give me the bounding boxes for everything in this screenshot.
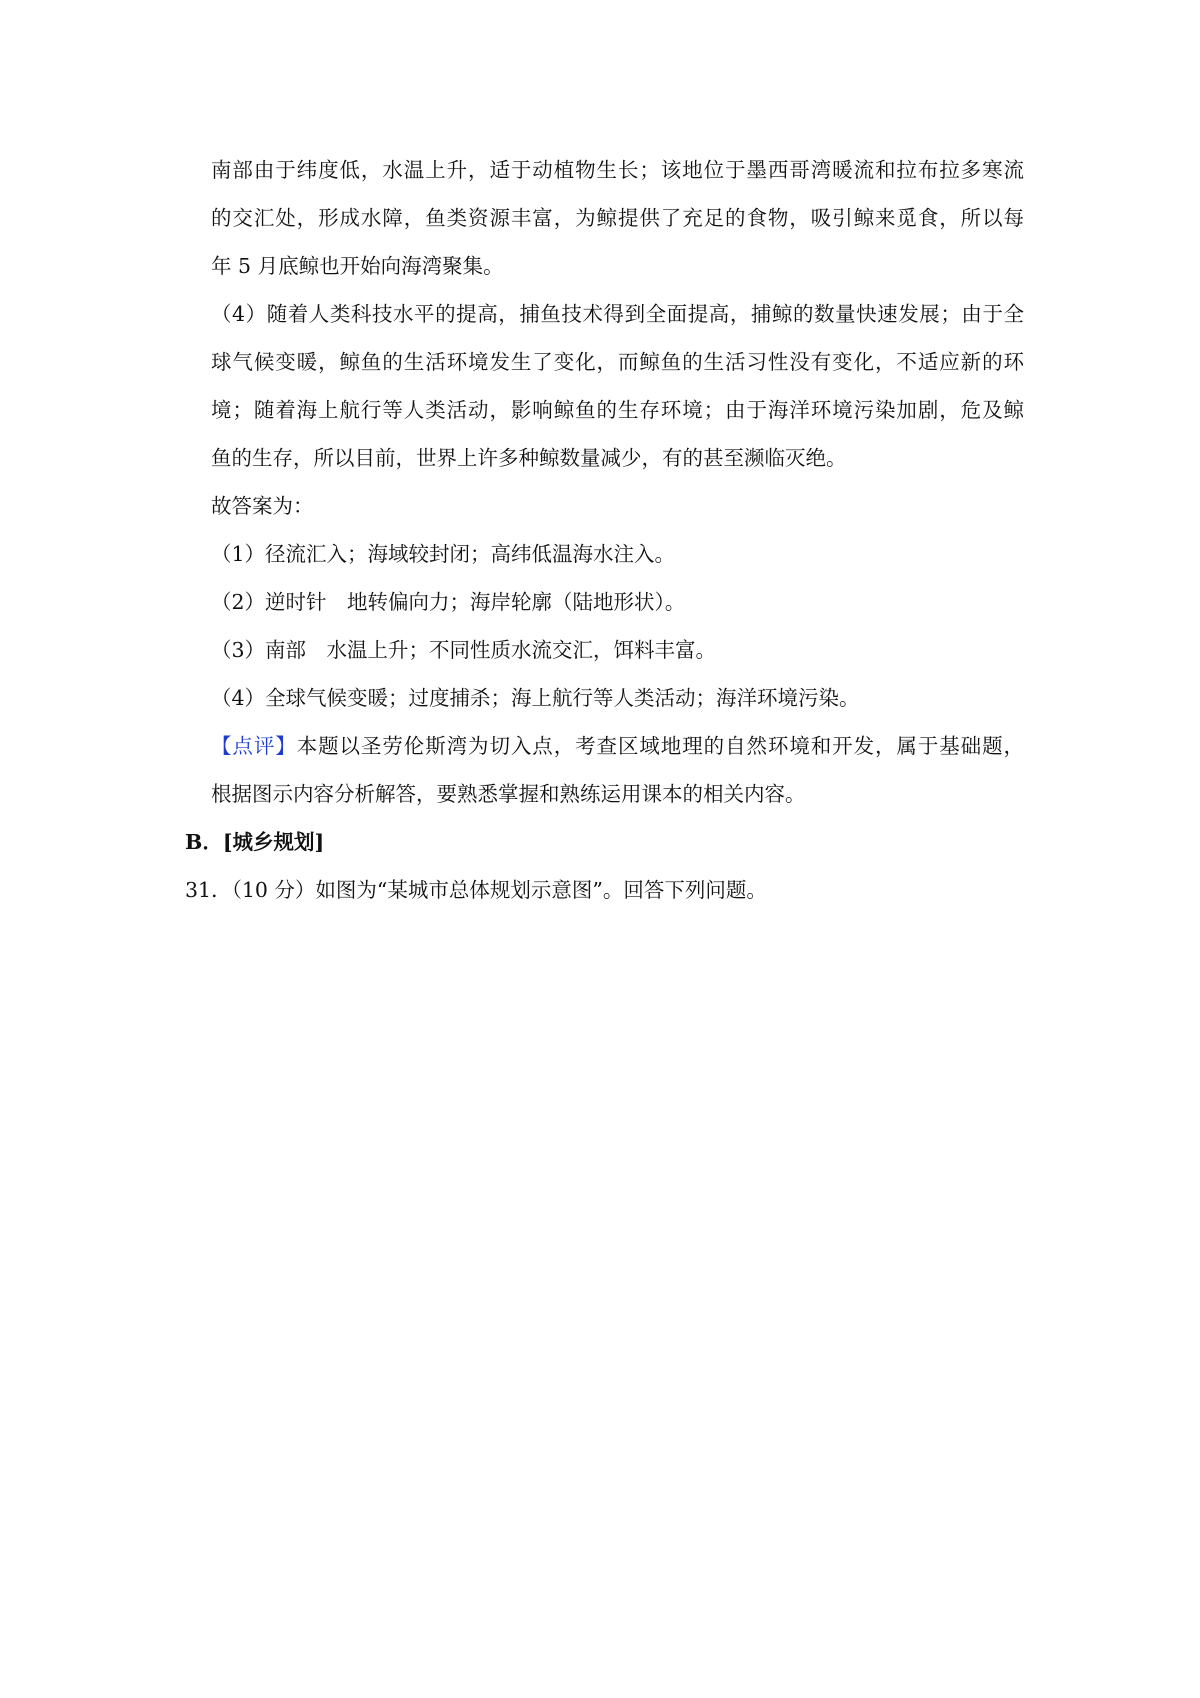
answer-paragraph-3-line-2: 的交汇处，形成水障，鱼类资源丰富，为鲸提供了充足的食物，吸引鲸来觅食，所以每 [211, 206, 1024, 230]
comment-text-1: 本题以圣劳伦斯湾为切入点，考查区域地理的自然环境和开发，属于基础题， [296, 734, 1025, 758]
answer-item-2: （2）逆时针 地转偏向力；海岸轮廓（陆地形状）。 [211, 590, 686, 614]
answer-item-3: （3）南部 水温上升；不同性质水流交汇，饵料丰富。 [211, 638, 717, 662]
answer-paragraph-4-line-2: 球气候变暖，鲸鱼的生活环境发生了变化，而鲸鱼的生活习性没有变化，不适应新的环 [211, 350, 1024, 374]
answer-intro: 故答案为： [211, 494, 314, 518]
comment-tag: 【点评】 [211, 734, 297, 758]
answer-paragraph-4-line-3: 境；随着海上航行等人类活动，影响鲸鱼的生存环境；由于海洋环境污染加剧，危及鲸 [211, 398, 1024, 422]
answer-paragraph-3-line-1: 南部由于纬度低，水温上升，适于动植物生长；该地位于墨西哥湾暖流和拉布拉多寒流 [211, 158, 1024, 182]
answer-item-1: （1）径流汇入；海域较封闭；高纬低温海水注入。 [211, 542, 676, 566]
section-heading: B．[城乡规划] [185, 830, 325, 854]
answer-paragraph-4-line-4: 鱼的生存，所以目前，世界上许多种鲸数量减少，有的甚至濒临灭绝。 [211, 446, 847, 470]
comment-line-2: 根据图示内容分析解答，要熟悉掌握和熟练运用课本的相关内容。 [211, 782, 806, 806]
comment-line-1 [211, 732, 1024, 760]
question-31: 31．（10 分）如图为“某城市总体规划示意图”。回答下列问题。 [185, 878, 767, 902]
answer-paragraph-3-line-3: 年 5 月底鲸也开始向海湾聚集。 [211, 254, 504, 278]
answer-item-4: （4）全球气候变暖；过度捕杀；海上航行等人类活动；海洋环境污染。 [211, 686, 860, 710]
answer-paragraph-4-line-1: （4）随着人类科技水平的提高，捕鱼技术得到全面提高，捕鲸的数量快速发展；由于全 [211, 302, 1024, 326]
